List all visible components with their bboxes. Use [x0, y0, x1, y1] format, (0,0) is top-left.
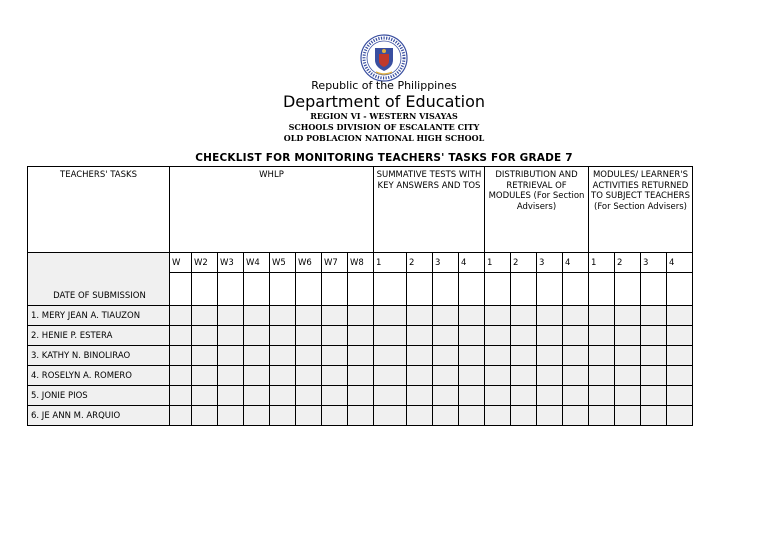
checklist-cell[interactable] — [192, 346, 218, 366]
date-cell[interactable] — [641, 273, 667, 306]
col-summative-tests: SUMMATIVE TESTS WITH KEY ANSWERS AND TOS — [374, 167, 485, 253]
date-cell[interactable] — [615, 273, 641, 306]
checklist-cell[interactable] — [641, 386, 667, 406]
date-cell[interactable] — [407, 273, 433, 306]
date-cell[interactable] — [485, 273, 511, 306]
checklist-cell[interactable] — [563, 406, 589, 426]
checklist-cell[interactable] — [537, 406, 563, 426]
checklist-cell[interactable] — [641, 346, 667, 366]
whlp-week-cell: W4 — [244, 253, 270, 273]
teacher-row — [28, 306, 693, 326]
whlp-week-cell: W7 — [322, 253, 348, 273]
modules-number-cell: 4 — [667, 253, 693, 273]
checklist-cell[interactable] — [218, 406, 244, 426]
date-cell[interactable] — [170, 273, 192, 306]
checklist-cell[interactable] — [615, 326, 641, 346]
checklist-cell[interactable] — [348, 366, 374, 386]
checklist-cell[interactable] — [348, 406, 374, 426]
checklist-cell[interactable] — [244, 326, 270, 346]
checklist-cell[interactable] — [296, 306, 322, 326]
col-teachers-tasks: TEACHERS' TASKS — [28, 167, 170, 253]
teacher-row — [28, 326, 693, 346]
checklist-cell[interactable] — [537, 386, 563, 406]
checklist-cell[interactable] — [589, 386, 615, 406]
checklist-cell[interactable] — [667, 326, 693, 346]
checklist-cell[interactable] — [270, 346, 296, 366]
checklist-cell[interactable] — [407, 306, 433, 326]
date-cell[interactable] — [218, 273, 244, 306]
checklist-cell[interactable] — [348, 346, 374, 366]
checklist-cell[interactable] — [322, 386, 348, 406]
modules-number-cell: 3 — [641, 253, 667, 273]
checklist-cell[interactable] — [485, 386, 511, 406]
checklist-cell[interactable] — [374, 326, 407, 346]
checklist-cell[interactable] — [218, 366, 244, 386]
checklist-cell[interactable] — [485, 306, 511, 326]
teacher-name: 4. ROSELYN A. ROMERO — [28, 366, 170, 386]
checklist-cell[interactable] — [407, 326, 433, 346]
checklist-cell[interactable] — [537, 306, 563, 326]
checklist-cell[interactable] — [192, 326, 218, 346]
checklist-cell[interactable] — [615, 406, 641, 426]
distribution-number-cell: 4 — [563, 253, 589, 273]
col-distribution-retrieval: DISTRIBUTION AND RETRIEVAL OF MODULES (For Section Advisers) — [485, 167, 589, 253]
checklist-cell[interactable] — [270, 406, 296, 426]
department-title: Department of Education — [282, 92, 486, 111]
distribution-number-cell: 3 — [537, 253, 563, 273]
checklist-cell[interactable] — [459, 386, 485, 406]
col-modules-returned: MODULES/ LEARNER'S ACTIVITIES RETURNED TO SUBJECT TEACHERS (For Section Advisers) — [589, 167, 693, 253]
distribution-number-cell: 1 — [485, 253, 511, 273]
checklist-cell[interactable] — [589, 306, 615, 326]
checklist-cell[interactable] — [296, 346, 322, 366]
col-whlp: WHLP — [170, 167, 374, 253]
checklist-cell[interactable] — [374, 346, 407, 366]
checklist-cell[interactable] — [459, 406, 485, 426]
checklist-cell[interactable] — [192, 386, 218, 406]
checklist-cell[interactable] — [511, 386, 537, 406]
checklist-cell[interactable] — [374, 306, 407, 326]
checklist-cell[interactable] — [459, 326, 485, 346]
checklist-cell[interactable] — [433, 386, 459, 406]
teacher-name: 5. JONIE PIOS — [28, 386, 170, 406]
teacher-row — [28, 346, 693, 366]
checklist-cell[interactable] — [374, 406, 407, 426]
date-cell[interactable] — [563, 273, 589, 306]
summative-number-cell: 1 — [374, 253, 407, 273]
checklist-cell[interactable] — [296, 386, 322, 406]
date-cell[interactable] — [433, 273, 459, 306]
checklist-cell[interactable] — [374, 366, 407, 386]
checklist-cell[interactable] — [407, 406, 433, 426]
teacher-name: 2. HENIE P. ESTERA — [28, 326, 170, 346]
checklist-cell[interactable] — [615, 386, 641, 406]
checklist-cell[interactable] — [485, 406, 511, 426]
whlp-week-cell: W3 — [218, 253, 244, 273]
checklist-title: CHECKLIST FOR MONITORING TEACHERS' TASKS FOR GRADE 7 — [195, 152, 573, 164]
checklist-cell[interactable] — [192, 306, 218, 326]
whlp-week-cell: W5 — [270, 253, 296, 273]
summative-number-cell: 2 — [407, 253, 433, 273]
checklist-cell[interactable] — [270, 386, 296, 406]
checklist-cell[interactable] — [459, 346, 485, 366]
checklist-cell[interactable] — [485, 366, 511, 386]
header-row — [28, 167, 693, 253]
checklist-cell[interactable] — [615, 346, 641, 366]
teacher-name: 3. KATHY N. BINOLIRAO — [28, 346, 170, 366]
checklist-cell[interactable] — [667, 346, 693, 366]
checklist-cell[interactable] — [192, 366, 218, 386]
checklist-cell[interactable] — [433, 406, 459, 426]
checklist-cell[interactable] — [511, 346, 537, 366]
checklist-cell[interactable] — [244, 306, 270, 326]
deped-seal-logo — [360, 34, 408, 82]
checklist-cell[interactable] — [296, 326, 322, 346]
checklist-cell[interactable] — [322, 306, 348, 326]
checklist-cell[interactable] — [563, 306, 589, 326]
whlp-week-cell: W6 — [296, 253, 322, 273]
checklist-cell[interactable] — [459, 306, 485, 326]
date-of-submission-label: DATE OF SUBMISSION — [28, 253, 170, 306]
checklist-cell[interactable] — [537, 366, 563, 386]
checklist-cell[interactable] — [170, 406, 192, 426]
checklist-cell[interactable] — [270, 366, 296, 386]
checklist-cell[interactable] — [296, 366, 322, 386]
checklist-cell[interactable] — [459, 366, 485, 386]
checklist-cell[interactable] — [589, 346, 615, 366]
republic-text: Republic of the Philippines — [311, 79, 457, 92]
checklist-cell[interactable] — [348, 306, 374, 326]
teacher-name: 6. JE ANN M. ARQUIO — [28, 406, 170, 426]
checklist-cell[interactable] — [270, 326, 296, 346]
checklist-cell[interactable] — [244, 346, 270, 366]
checklist-cell[interactable] — [407, 366, 433, 386]
date-cell[interactable] — [270, 273, 296, 306]
checklist-cell[interactable] — [589, 366, 615, 386]
modules-number-cell: 2 — [615, 253, 641, 273]
checklist-cell[interactable] — [589, 326, 615, 346]
checklist-cell[interactable] — [407, 386, 433, 406]
checklist-cell[interactable] — [170, 306, 192, 326]
checklist-cell[interactable] — [218, 386, 244, 406]
checklist-cell[interactable] — [244, 366, 270, 386]
checklist-cell[interactable] — [511, 326, 537, 346]
checklist-cell[interactable] — [374, 386, 407, 406]
checklist-cell[interactable] — [170, 386, 192, 406]
checklist-cell[interactable] — [322, 366, 348, 386]
distribution-number-cell: 2 — [511, 253, 537, 273]
checklist-cell[interactable] — [218, 346, 244, 366]
checklist-cell[interactable] — [244, 386, 270, 406]
checklist-cell[interactable] — [641, 406, 667, 426]
checklist-cell[interactable] — [667, 406, 693, 426]
date-cell[interactable] — [348, 273, 374, 306]
checklist-cell[interactable] — [244, 406, 270, 426]
date-cell[interactable] — [511, 273, 537, 306]
summative-number-cell: 3 — [433, 253, 459, 273]
checklist-cell[interactable] — [218, 326, 244, 346]
date-cell[interactable] — [322, 273, 348, 306]
checklist-cell[interactable] — [537, 346, 563, 366]
summative-number-cell: 4 — [459, 253, 485, 273]
checklist-cell[interactable] — [433, 306, 459, 326]
date-cell[interactable] — [244, 273, 270, 306]
checklist-cell[interactable] — [511, 306, 537, 326]
date-cell[interactable] — [296, 273, 322, 306]
date-cell[interactable] — [537, 273, 563, 306]
checklist-cell[interactable] — [563, 346, 589, 366]
whlp-week-cell: W2 — [192, 253, 218, 273]
checklist-cell[interactable] — [218, 306, 244, 326]
checklist-cell[interactable] — [170, 366, 192, 386]
modules-number-cell: 1 — [589, 253, 615, 273]
checklist-cell[interactable] — [296, 406, 322, 426]
date-cell[interactable] — [589, 273, 615, 306]
checklist-cell[interactable] — [641, 366, 667, 386]
teacher-name: 1. MERY JEAN A. TIAUZON — [28, 306, 170, 326]
checklist-cell[interactable] — [433, 366, 459, 386]
subheader-row — [28, 253, 693, 273]
checklist-cell[interactable] — [511, 366, 537, 386]
checklist-cell[interactable] — [192, 406, 218, 426]
checklist-cell[interactable] — [270, 306, 296, 326]
checklist-cell[interactable] — [667, 366, 693, 386]
checklist-cell[interactable] — [615, 366, 641, 386]
checklist-cell[interactable] — [322, 406, 348, 426]
checklist-cell[interactable] — [537, 326, 563, 346]
checklist-cell[interactable] — [563, 366, 589, 386]
checklist-cell[interactable] — [348, 386, 374, 406]
checklist-cell[interactable] — [589, 406, 615, 426]
checklist-cell[interactable] — [667, 386, 693, 406]
checklist-table — [27, 166, 693, 426]
date-cell[interactable] — [459, 273, 485, 306]
checklist-cell[interactable] — [615, 306, 641, 326]
checklist-cell[interactable] — [563, 326, 589, 346]
checklist-cell[interactable] — [485, 346, 511, 366]
checklist-cell[interactable] — [511, 406, 537, 426]
division-text: SCHOOLS DIVISION OF ESCALANTE CITY — [288, 122, 480, 132]
checklist-cell[interactable] — [170, 326, 192, 346]
checklist-cell[interactable] — [641, 326, 667, 346]
region-text: REGION VI - WESTERN VISAYAS — [310, 111, 458, 121]
teacher-row — [28, 386, 693, 406]
checklist-cell[interactable] — [322, 346, 348, 366]
school-name: OLD POBLACION NATIONAL HIGH SCHOOL — [283, 133, 485, 143]
checklist-cell[interactable] — [348, 326, 374, 346]
date-cell[interactable] — [667, 273, 693, 306]
date-cell[interactable] — [192, 273, 218, 306]
checklist-cell[interactable] — [563, 386, 589, 406]
checklist-cell[interactable] — [485, 326, 511, 346]
date-cell[interactable] — [374, 273, 407, 306]
teacher-row — [28, 406, 693, 426]
checklist-cell[interactable] — [667, 306, 693, 326]
checklist-cell[interactable] — [433, 326, 459, 346]
checklist-cell[interactable] — [641, 306, 667, 326]
checklist-cell[interactable] — [407, 346, 433, 366]
whlp-week-cell: W8 — [348, 253, 374, 273]
checklist-cell[interactable] — [322, 326, 348, 346]
checklist-cell[interactable] — [170, 346, 192, 366]
teacher-row — [28, 366, 693, 386]
checklist-cell[interactable] — [433, 346, 459, 366]
whlp-week-cell: W — [170, 253, 192, 273]
